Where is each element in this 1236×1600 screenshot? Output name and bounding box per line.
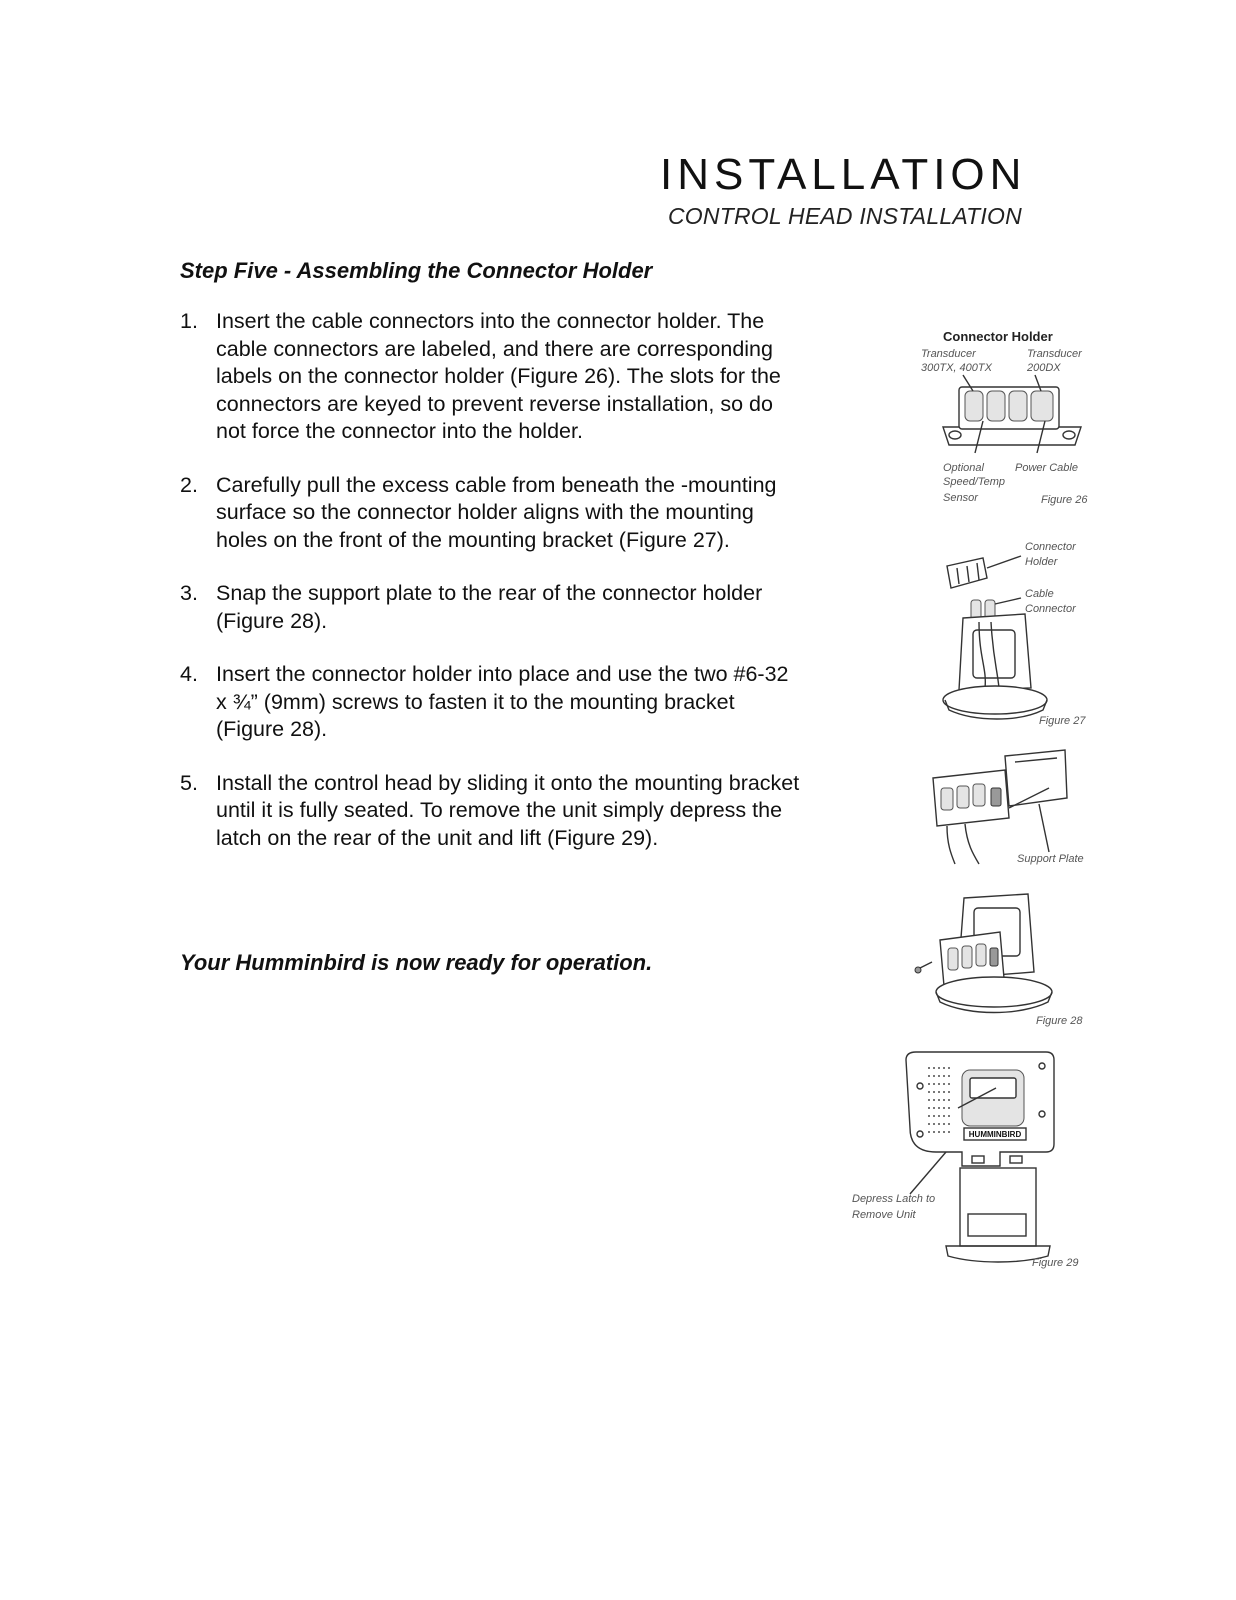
step-text: Install the control head by sliding it onto the mounting bracket until it is fully seated. To remove the unit simply depress the latch on the rear of the unit and lift (Figure 29).: [216, 770, 800, 850]
figure-support-plate-label: Support Plate: [1017, 853, 1084, 865]
figure-26-label-speed-temp: Speed/Temp: [943, 476, 1005, 488]
figure-28-assembly: [910, 892, 1090, 1032]
step-number: 1.: [180, 309, 198, 333]
page-title: INSTALLATION: [660, 150, 1027, 199]
list-item: [180, 580, 800, 635]
figure-27-label-cable: Cable: [1025, 588, 1054, 600]
page-subtitle: CONTROL HEAD INSTALLATION: [668, 203, 1022, 229]
figure-26-label-transducer-left: Transducer: [921, 348, 976, 360]
list-item: [180, 770, 800, 853]
step-number: 5.: [180, 770, 198, 795]
connector-holder-drawing: [943, 375, 1081, 453]
figure-26-label-transducer-right: Transducer: [1027, 348, 1082, 360]
figure-26-title: Connector Holder: [943, 329, 1053, 344]
step-number: 2.: [180, 472, 198, 497]
closing-note: Your Humminbird is now ready for operation.: [180, 950, 653, 975]
figure-26-caption: Figure 26: [1041, 494, 1088, 506]
figure-26-label-sensor: Sensor: [943, 492, 978, 504]
section-title: Step Five - Assembling the Connector Holder: [180, 258, 653, 283]
figure-27-caption: Figure 27: [1039, 715, 1086, 727]
assembly-drawing: [915, 894, 1052, 1013]
bracket-drawing: [943, 556, 1047, 719]
figure-27-label-connector: Connector: [1025, 541, 1076, 553]
step-text: Carefully pull the excess cable from beneath the -mounting surface so the connector holder aligns with the mounting holes on the front of the mounting bracket (Figure 27).: [216, 472, 777, 552]
list-item: [180, 661, 800, 744]
figure-27-label-holder: Holder: [1025, 556, 1058, 568]
brand-logo: HUMMINBIRD: [968, 1130, 1022, 1139]
list-item: [180, 308, 800, 446]
figure-26-connector-holder: [915, 325, 1095, 515]
figure-29-control-head: [850, 1048, 1090, 1276]
figure-support-plate: [925, 748, 1095, 868]
list-item: [180, 472, 800, 555]
figure-29-label-remove: Remove Unit: [852, 1209, 916, 1221]
step-number: 3.: [180, 581, 198, 605]
step-number: 4.: [180, 662, 198, 686]
figure-26-label-power-cable: Power Cable: [1015, 462, 1078, 474]
figure-29-caption: Figure 29: [1032, 1257, 1079, 1269]
step-text: Insert the connector holder into place and use the two #6-32 x ¾” (9mm) screws to fasten it to the mounting bracket (Figure 28).: [216, 662, 789, 741]
figure-26-label-optional: Optional: [943, 462, 984, 474]
figure-26-label-transducer-left-models: 300TX, 400TX: [921, 362, 992, 374]
steps-list: [180, 308, 800, 878]
figure-28-caption: Figure 28: [1036, 1015, 1083, 1027]
figure-26-label-transducer-right-models: 200DX: [1027, 362, 1061, 374]
figure-29-label-depress: Depress Latch to: [852, 1193, 936, 1205]
support-plate-drawing: [933, 750, 1067, 864]
control-head-drawing: [906, 1052, 1054, 1262]
step-text: Insert the cable connectors into the connector holder. The cable connectors are labeled, and there are corresponding labels on the connector holder (Figure 26). The slots for the connectors are keyed to prevent reverse installation, so do not force the connector into the holder.: [216, 309, 781, 443]
figure-27-bracket: [935, 538, 1095, 733]
step-text: Snap the support plate to the rear of the connector holder (Figure 28).: [216, 581, 763, 633]
figure-27-label-cable-connector: Connector: [1025, 603, 1076, 615]
